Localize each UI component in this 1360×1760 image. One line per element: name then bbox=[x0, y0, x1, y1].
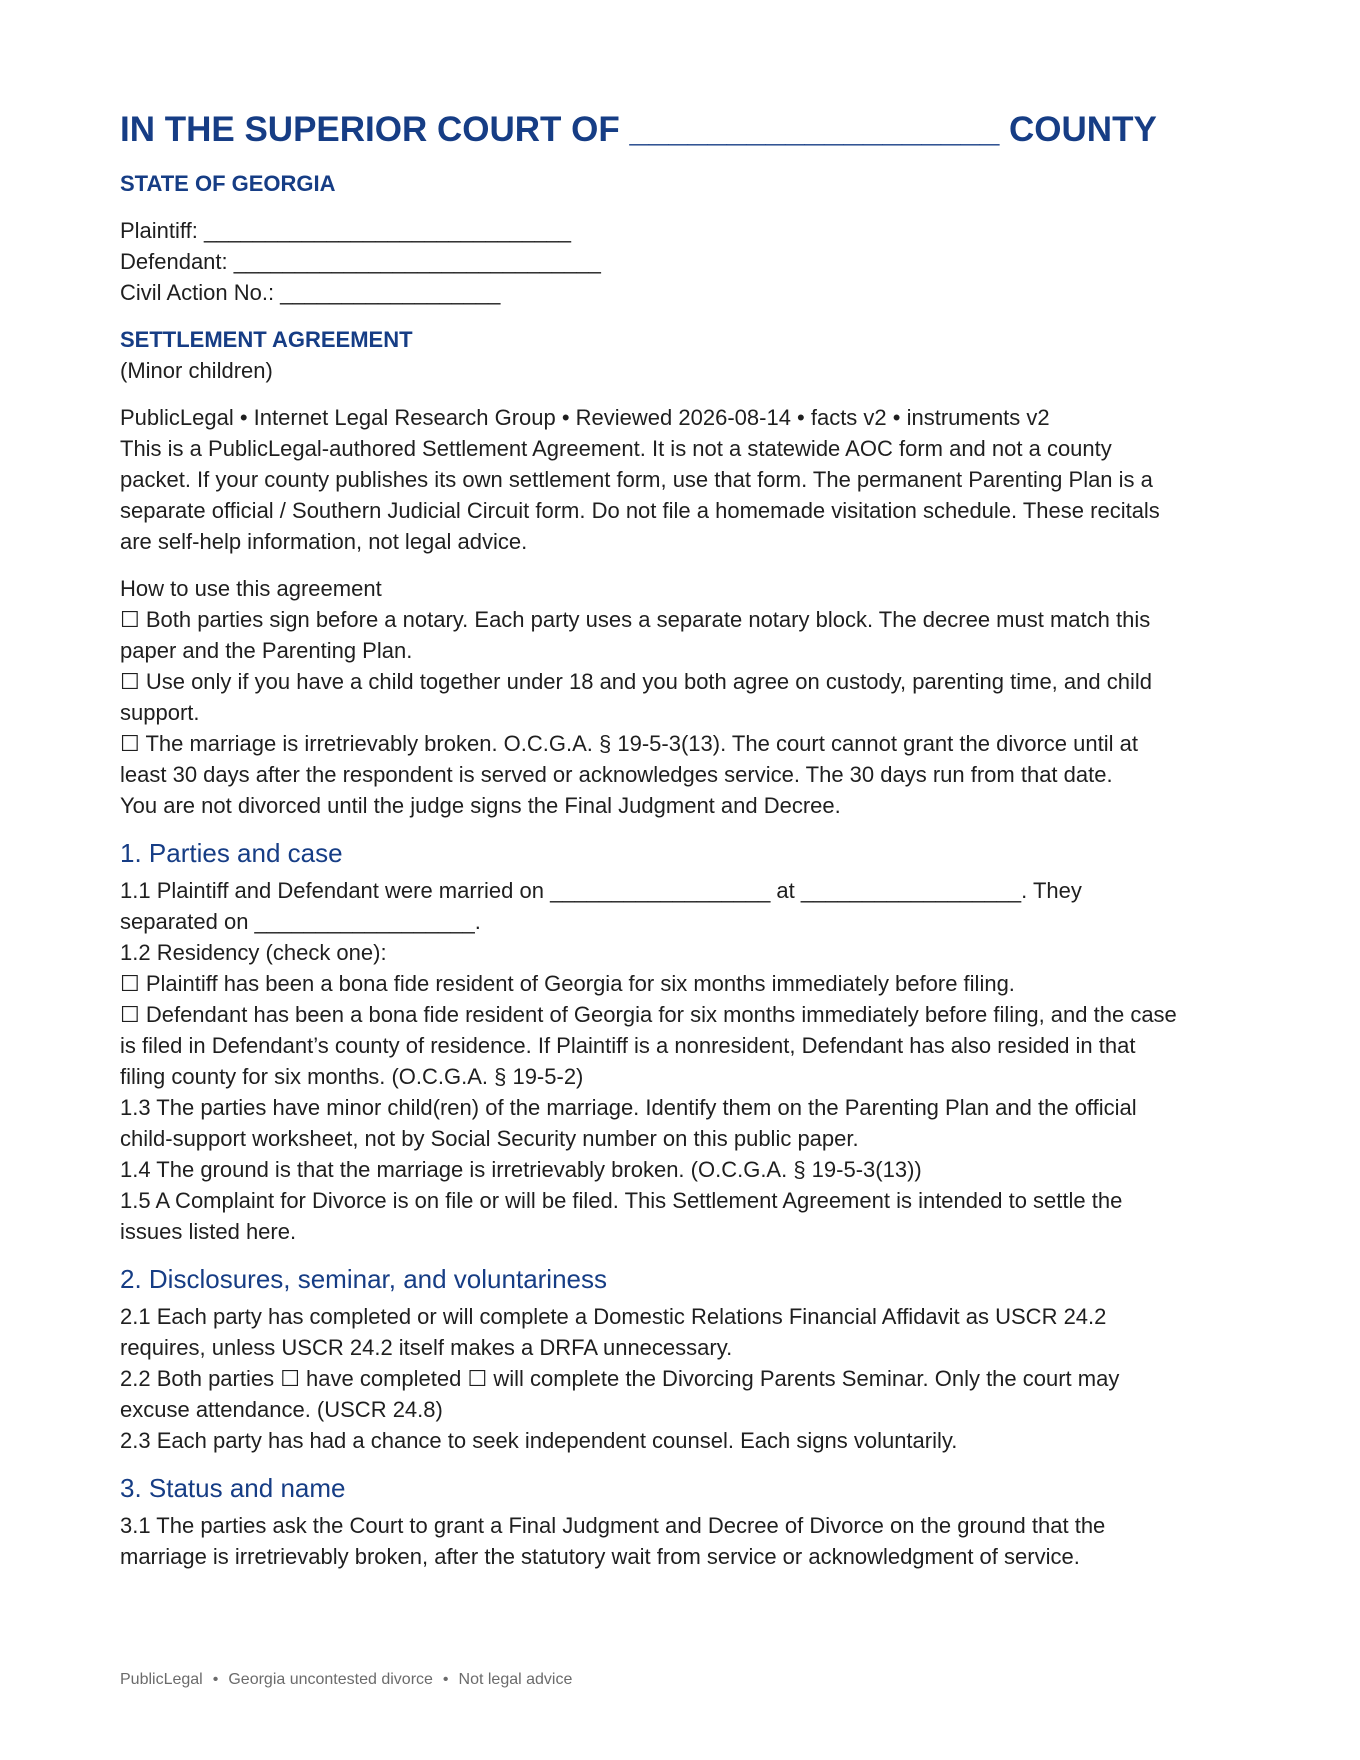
caption-block bbox=[120, 215, 1250, 308]
state-heading: STATE OF GEORGIA bbox=[120, 171, 336, 196]
section-line: is filed in Defendant’s county of residence. If Plaintiff is a nonresident, Defendant has also resided in that bbox=[120, 1033, 1136, 1058]
section-line: filing county for six months. (O.C.G.A. § 19-5-2) bbox=[120, 1064, 584, 1089]
section-heading: 3. Status and name bbox=[120, 1473, 346, 1503]
document-page bbox=[120, 100, 1250, 1572]
intro-line: separate official / Southern Judicial Circuit form. Do not file a homemade visitation schedule. These recitals bbox=[120, 498, 1160, 523]
footer-note: Not legal advice bbox=[458, 1671, 573, 1688]
section-line: 2.3 Each party has had a chance to seek independent counsel. Each signs voluntarily. bbox=[120, 1428, 958, 1453]
section-status bbox=[120, 1468, 1250, 1572]
howto-block bbox=[120, 573, 1250, 821]
section-line: 2.1 Each party has completed or will complete a Domestic Relations Financial Affidavit as USCR 24.2 bbox=[120, 1304, 1107, 1329]
section-line: separated on __________________. bbox=[120, 909, 481, 934]
agreement-title-block bbox=[120, 324, 1250, 386]
defendant-line: Defendant: ______________________________ bbox=[120, 249, 601, 274]
section-line: ☐ Defendant has been a bona fide resident of Georgia for six months immediately before filing, and the case bbox=[120, 1002, 1177, 1027]
howto-title: How to use this agreement bbox=[120, 576, 382, 601]
plaintiff-line: Plaintiff: ______________________________ bbox=[120, 218, 572, 243]
page-footer bbox=[120, 1668, 572, 1692]
intro-line: This is a PublicLegal-authored Settlement Agreement. It is not a statewide AOC form and not a county bbox=[120, 436, 1112, 461]
review-meta: PublicLegal • Internet Legal Research Group • Reviewed 2026-08-14 • facts v2 • instruments v2 bbox=[120, 405, 1050, 430]
section-line: 1.5 A Complaint for Divorce is on file or will be filed. This Settlement Agreement is intended to settle the bbox=[120, 1188, 1123, 1213]
civil-action-line: Civil Action No.: __________________ bbox=[120, 280, 501, 305]
howto-line: You are not divorced until the judge signs the Final Judgment and Decree. bbox=[120, 793, 841, 818]
howto-line: ☐ Both parties sign before a notary. Each party uses a separate notary block. The decree must match this bbox=[120, 607, 1151, 632]
section-line: 2.2 Both parties ☐ have completed ☐ will complete the Divorcing Parents Seminar. Only the court may bbox=[120, 1366, 1120, 1391]
footer-separator: • bbox=[442, 1671, 449, 1688]
section-heading: 1. Parties and case bbox=[120, 838, 343, 868]
section-line: requires, unless USCR 24.2 itself makes a DRFA unnecessary. bbox=[120, 1335, 733, 1360]
section-line: 1.4 The ground is that the marriage is irretrievably broken. (O.C.G.A. § 19-5-3(13)) bbox=[120, 1157, 922, 1182]
section-parties bbox=[120, 833, 1250, 1247]
intro-line: are self-help information, not legal advice. bbox=[120, 529, 528, 554]
section-line: child-support worksheet, not by Social Security number on this public paper. bbox=[120, 1126, 859, 1151]
footer-topic: Georgia uncontested divorce bbox=[228, 1671, 433, 1688]
section-line: 1.3 The parties have minor child(ren) of the marriage. Identify them on the Parenting Plan and the official bbox=[120, 1095, 1137, 1120]
section-heading: 2. Disclosures, seminar, and voluntariness bbox=[120, 1264, 608, 1294]
agreement-title: SETTLEMENT AGREEMENT bbox=[120, 327, 413, 352]
howto-line: paper and the Parenting Plan. bbox=[120, 638, 413, 663]
intro-block bbox=[120, 402, 1250, 557]
intro-line: packet. If your county publishes its own settlement form, use that form. The permanent Parenting Plan is a bbox=[120, 467, 1153, 492]
agreement-subtitle: (Minor children) bbox=[120, 358, 273, 383]
section-line: 3.1 The parties ask the Court to grant a Final Judgment and Decree of Divorce on the ground that the bbox=[120, 1513, 1106, 1538]
court-title: IN THE SUPERIOR COURT OF ___________________ COUNTY bbox=[120, 110, 1157, 149]
footer-separator: • bbox=[212, 1671, 219, 1688]
section-line: excuse attendance. (USCR 24.8) bbox=[120, 1397, 443, 1422]
section-line: 1.1 Plaintiff and Defendant were married on __________________ at __________________. They bbox=[120, 878, 1082, 903]
section-line: marriage is irretrievably broken, after the statutory wait from service or acknowledgment of service. bbox=[120, 1544, 1080, 1569]
howto-line: ☐ The marriage is irretrievably broken. O.C.G.A. § 19-5-3(13). The court cannot grant the divorce until at bbox=[120, 731, 1138, 756]
section-disclosures bbox=[120, 1259, 1250, 1456]
howto-line: least 30 days after the respondent is served or acknowledges service. The 30 days run from that date. bbox=[120, 762, 1113, 787]
howto-line: support. bbox=[120, 700, 200, 725]
section-line: ☐ Plaintiff has been a bona fide resident of Georgia for six months immediately before filing. bbox=[120, 971, 1015, 996]
section-line: issues listed here. bbox=[120, 1219, 297, 1244]
section-line: 1.2 Residency (check one): bbox=[120, 940, 387, 965]
footer-brand: PublicLegal bbox=[120, 1671, 203, 1688]
howto-line: ☐ Use only if you have a child together under 18 and you both agree on custody, parenting time, and child bbox=[120, 669, 1152, 694]
